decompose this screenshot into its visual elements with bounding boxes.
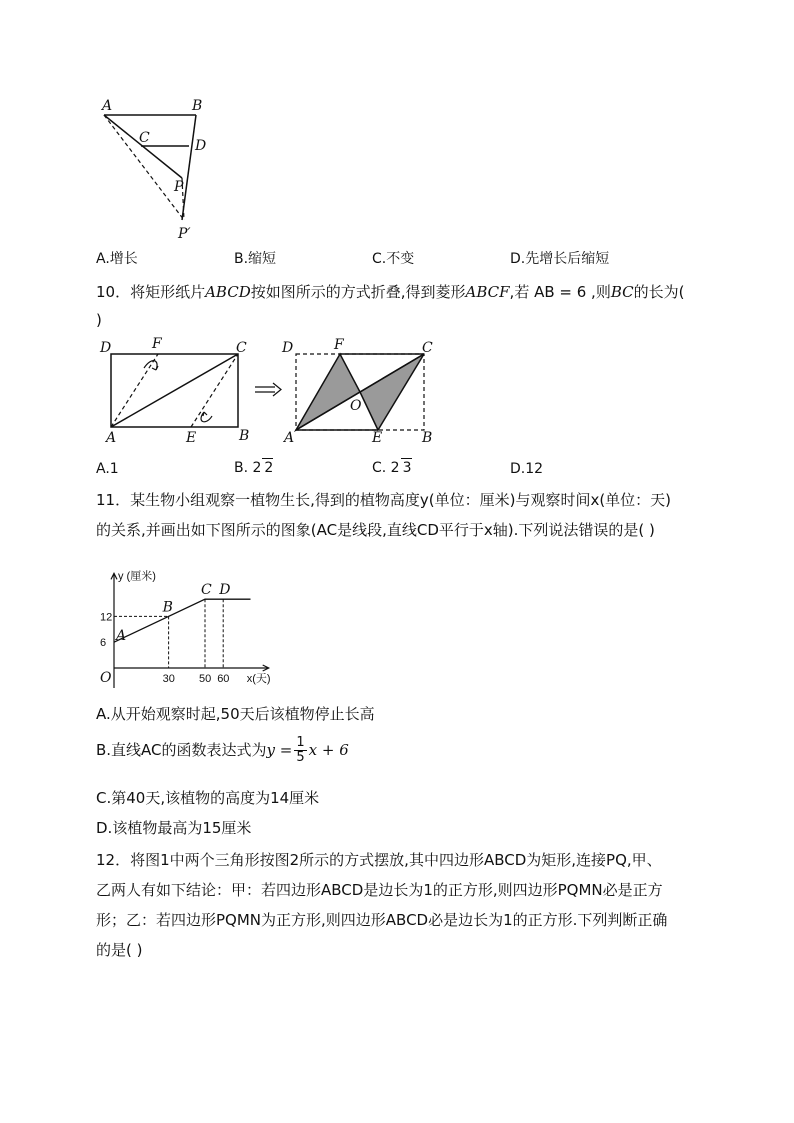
q9-option-c[interactable]: C.不变 bbox=[372, 251, 415, 267]
shaded-triangle-left bbox=[296, 354, 360, 430]
q11-option-b[interactable]: B.直线AC的函数表达式为y = $\frac{1}{5}$ x + 6 bbox=[96, 735, 349, 765]
y-axis-label: y (厘米) bbox=[118, 570, 156, 583]
q11-option-d[interactable]: D.该植物最高为15厘米 bbox=[96, 819, 252, 837]
q11-option-a[interactable]: A.从开始观察时起,50天后该植物停止长高 bbox=[96, 705, 375, 723]
fig10r-label-f: F bbox=[334, 337, 344, 353]
fraction-one-fifth: $\frac{1}{5}$ bbox=[296, 735, 305, 765]
q12-stem-line4: 的是( ) bbox=[96, 941, 143, 959]
q10-figure-left bbox=[96, 336, 256, 446]
fig10r-label-d: D bbox=[282, 340, 294, 356]
fig10l-label-d: D bbox=[100, 340, 112, 356]
fig10l-label-f: F bbox=[152, 336, 162, 352]
fig9-label-c: C bbox=[139, 130, 150, 146]
fig10r-label-o: O bbox=[350, 398, 362, 414]
q10-option-b[interactable]: B. 2 2 bbox=[234, 460, 274, 476]
x-axis-label: x(天) bbox=[246, 673, 271, 685]
q10-option-d[interactable]: D.12 bbox=[510, 461, 544, 477]
q12-stem-line3: 形；乙：若四边形PQMN为正方形,则四边形ABCD必是边长为1的正方形.下列判断正确 bbox=[96, 911, 668, 929]
fig9-label-pprime: P′ bbox=[178, 226, 191, 242]
fig10l-label-c: C bbox=[236, 340, 247, 356]
x-tick-label: 50 bbox=[199, 673, 212, 685]
y-tick-label: 12 bbox=[100, 611, 113, 624]
transform-arrow-icon bbox=[255, 382, 285, 398]
q9-option-a[interactable]: A.增长 bbox=[96, 251, 138, 267]
fig9-label-p: P bbox=[174, 179, 184, 195]
point-label-b: B bbox=[162, 599, 173, 616]
fig10r-label-b: B bbox=[422, 430, 433, 446]
fig10l-label-e: E bbox=[186, 430, 197, 446]
fig10r-label-e: E bbox=[372, 430, 383, 446]
fig10r-label-a: A bbox=[284, 430, 295, 446]
q10-option-c[interactable]: C. 2 3 bbox=[372, 460, 412, 476]
series-line bbox=[114, 599, 251, 645]
q9-option-d[interactable]: D.先增长后缩短 bbox=[510, 251, 610, 267]
q11-chart bbox=[96, 548, 276, 688]
fold-line-af bbox=[111, 354, 158, 427]
shaded-triangle-right bbox=[360, 354, 424, 430]
fig10r-label-c: C bbox=[422, 340, 433, 356]
x-tick-label: 30 bbox=[162, 673, 175, 685]
q9-figure bbox=[96, 96, 226, 246]
diagonal-ac bbox=[296, 354, 424, 430]
q12-stem-line2: 乙两人有如下结论：甲：若四边形ABCD是边长为1的正方形,则四边形PQMN必是正方 bbox=[96, 881, 663, 899]
fig9-label-b: B bbox=[192, 98, 203, 114]
diagonal-ac bbox=[111, 354, 238, 427]
fig9-label-d: D bbox=[195, 138, 207, 154]
x-tick-label: 60 bbox=[217, 673, 230, 685]
y-tick-label: 6 bbox=[100, 637, 107, 650]
fig10l-label-a: A bbox=[106, 430, 117, 446]
fold-arrow-bottom-icon bbox=[201, 412, 212, 422]
q10-stem-line2: ) bbox=[96, 311, 102, 329]
q10-option-a[interactable]: A.1 bbox=[96, 461, 119, 477]
point-label-c: C bbox=[201, 582, 212, 599]
q10-figure-right bbox=[282, 336, 442, 446]
q11-stem-line1: 11．某生物小组观察一植物生长,得到的植物高度y(单位：厘米)与观察时间x(单位：天) bbox=[96, 491, 672, 509]
q11-stem-line2: 的关系,并画出如下图所示的图象(AC是线段,直线CD平行于x轴).下列说法错误的是( ) bbox=[96, 521, 655, 539]
fig10l-label-b: B bbox=[239, 428, 250, 444]
q12-stem-line1: 12．将图1中两个三角形按图2所示的方式摆放,其中四边形ABCD为矩形,连接PQ,甲、 bbox=[96, 851, 662, 869]
point-label-a: A bbox=[116, 628, 127, 645]
q9-option-b[interactable]: B.缩短 bbox=[234, 251, 277, 267]
fold-line-ec bbox=[191, 354, 238, 427]
fig9-label-a: A bbox=[102, 98, 113, 114]
segment-bp bbox=[182, 115, 196, 220]
q11-option-c[interactable]: C.第40天,该植物的高度为14厘米 bbox=[96, 789, 320, 807]
point-label-d: D bbox=[219, 582, 231, 599]
origin-label: O bbox=[100, 670, 112, 686]
q10-stem-line1: 10．将矩形纸片ABCD按如图所示的方式折叠,得到菱形ABCF,若 AB = 6 ,则BC的长为( bbox=[96, 283, 685, 301]
